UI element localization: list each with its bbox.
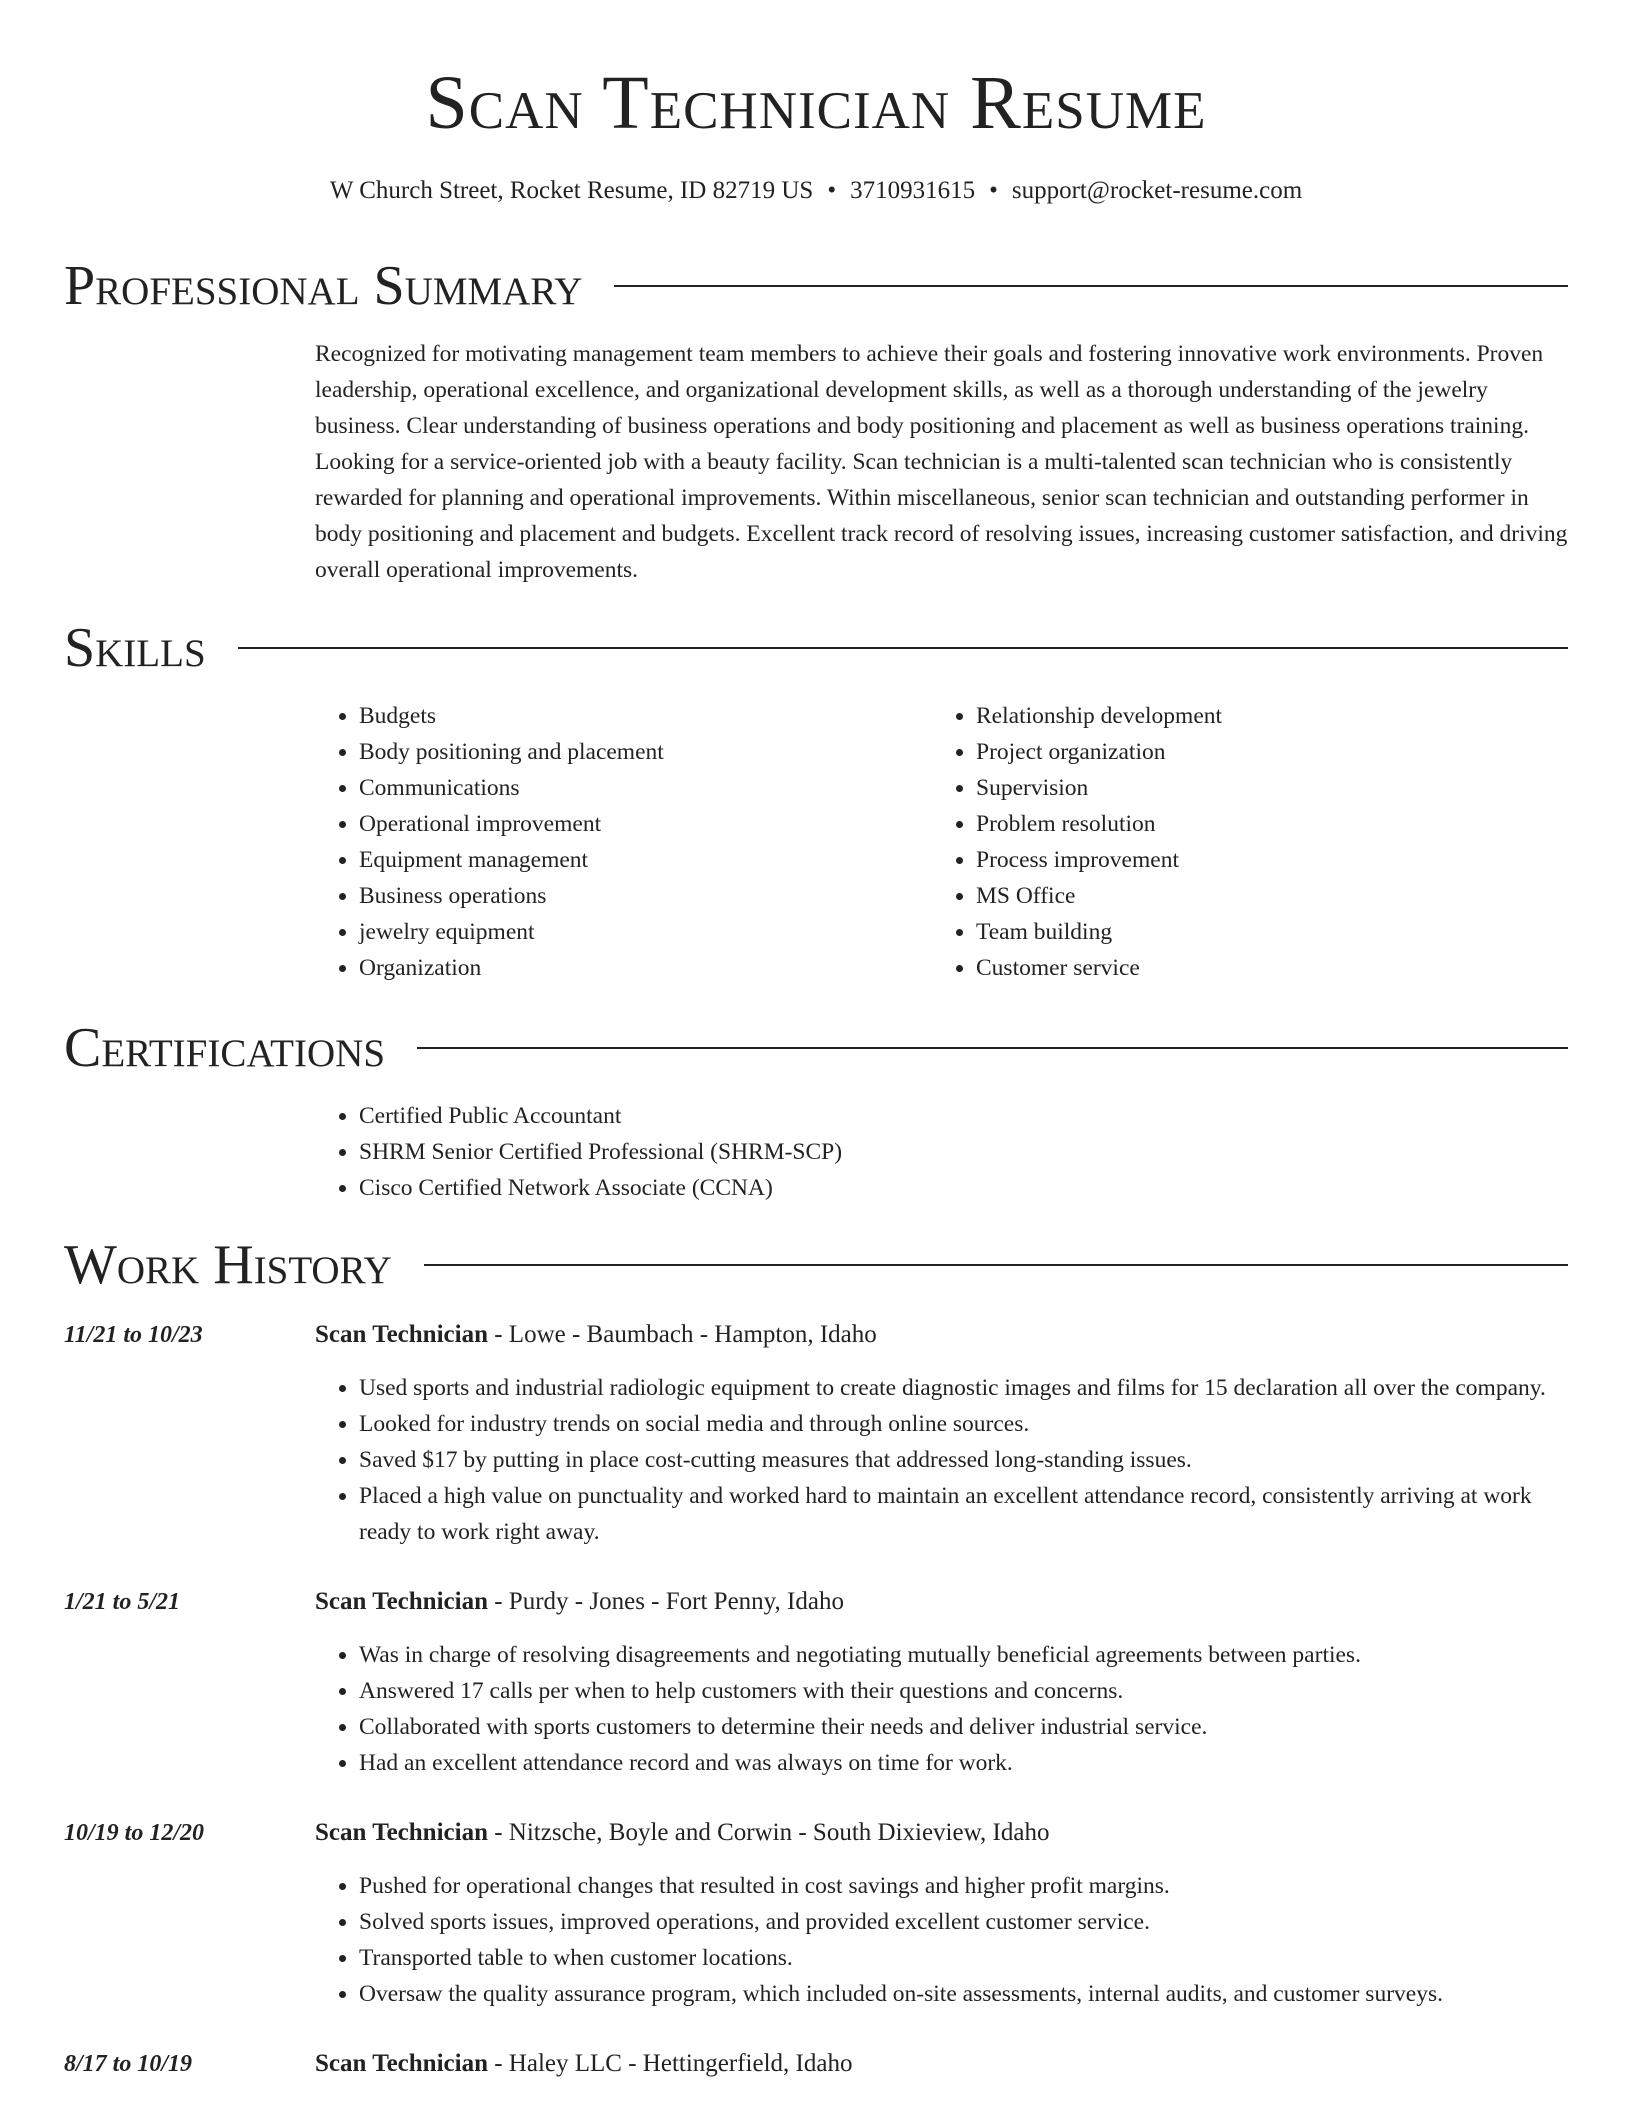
job-bullet-list [315,1637,1568,1781]
job-bullet: • Solved sports issues, improved operations, and provided excellent customer service. [359,1904,1568,1940]
skill-item: • Process improvement [976,842,1549,878]
skill-item: • Problem resolution [976,806,1549,842]
job-role: Scan Technician [315,1819,488,1846]
skill-item: • Body positioning and placement [359,734,932,770]
job-dates: 10/19 to 12/20 [64,1820,205,1846]
job-heading [315,2046,1568,2082]
section-divider [424,1264,1568,1266]
skill-item: • Supervision [976,770,1549,806]
contact-address: W Church Street, Rocket Resume, ID 82719 US [329,177,814,204]
job-details: - Nitzsche, Boyle and Corwin - South Dixieview, Idaho [487,1819,1050,1846]
job-entry [64,1317,1568,1550]
summary-body [315,336,1568,588]
job-bullet: • Used sports and industrial radiologic equipment to create diagnostic images and films for 15 declaration all over the company. [359,1370,1568,1406]
job-bullet: • Placed a high value on punctuality and worked hard to maintain an excellent attendance record, consistently arriving at work ready to work right away. [359,1478,1568,1550]
skills-grid [315,698,1568,986]
certifications-list [315,1098,1568,1206]
section-title: Professional Summary [64,255,583,317]
job-bullet: • Collaborated with sports customers to determine their needs and deliver industrial service. [359,1709,1568,1745]
skills-section [64,616,1568,986]
job-role: Scan Technician [315,1588,488,1615]
section-header [64,1016,1568,1080]
contact-separator: • [827,177,837,204]
job-details: - Purdy - Jones - Fort Penny, Idaho [487,1588,844,1615]
section-divider [614,285,1568,287]
skill-item: • Equipment management [359,842,932,878]
job-bullet: • Had an excellent attendance record and was always on time for work. [359,1745,1568,1781]
job-heading [315,1317,1568,1353]
job-bullet-list [315,1370,1568,1550]
job-bullet: • Was in charge of resolving disagreements and negotiating mutually beneficial agreements between parties. [359,1637,1568,1673]
section-title: Certifications [64,1017,386,1079]
skill-item: • Organization [359,950,932,986]
job-bullets [315,1637,1568,1781]
skills-column-right [932,698,1549,986]
contact-email: support@rocket-resume.com [1011,177,1303,204]
skill-item: • Communications [359,770,932,806]
job-entry [64,1815,1568,2012]
skill-item: • Operational improvement [359,806,932,842]
job-bullets [315,1868,1568,2012]
job-entry [64,2046,1568,2082]
section-title: Skills [64,617,206,679]
job-role: Scan Technician [315,2050,488,2077]
skill-item: • jewelry equipment [359,914,932,950]
job-dates: 1/21 to 5/21 [64,1589,181,1615]
page-title: Scan Technician Resume [425,61,1207,145]
contact-line [0,173,1632,209]
job-dates: 11/21 to 10/23 [64,1322,203,1348]
certifications-body [315,1098,1568,1206]
skill-item: • Relationship development [976,698,1549,734]
contact-phone: 3710931615 [850,177,976,204]
certification-item: • SHRM Senior Certified Professional (SHRM-SCP) [359,1134,1568,1170]
certification-item: • Cisco Certified Network Associate (CCNA) [359,1170,1568,1206]
contact-separator: • [989,177,998,204]
job-bullets [315,1370,1568,1550]
skills-column-left [315,698,932,986]
job-heading [315,1815,1568,1851]
skill-item: • Project organization [976,734,1549,770]
section-header [64,616,1568,680]
job-details: - Lowe - Baumbach - Hampton, Idaho [487,1321,877,1348]
job-entry [64,1584,1568,1781]
summary-text: Recognized for motivating management team members to achieve their goals and fostering innovative work environments. Proven leadership, operational excellence, and organizational development skills, as well as a thorough understanding of the jewelry business. Clear understanding of business operations and body positioning and placement as well as business operations training. Looking for a service-oriented job with a beauty facility. Scan technician is a multi-talented scan technician who is consistently rewarded for planning and operational improvements. Within miscellaneous, senior scan technician and outstanding performer in body positioning and placement and budgets. Excellent track record of resolving issues, increasing customer satisfaction, and driving overall operational improvements. [315,341,1568,583]
section-header [64,254,1568,318]
job-bullet: • Looked for industry trends on social media and through online sources. [359,1406,1568,1442]
skills-list-left [315,698,932,986]
section-header [64,1233,1568,1297]
section-divider [238,647,1568,649]
job-role: Scan Technician [315,1321,488,1348]
job-bullet-list [315,1868,1568,2012]
job-bullet: • Oversaw the quality assurance program, which included on-site assessments, internal audits, and customer surveys. [359,1976,1568,2012]
job-details: - Haley LLC - Hettingerfield, Idaho [487,2050,853,2077]
summary-section [64,254,1568,588]
job-bullet: • Pushed for operational changes that resulted in cost savings and higher profit margins. [359,1868,1568,1904]
work-history-section [64,1233,1568,2082]
certification-item: • Certified Public Accountant [359,1098,1568,1134]
section-title: Work History [64,1234,392,1296]
job-bullet: • Transported table to when customer locations. [359,1940,1568,1976]
certifications-section [64,1016,1568,1206]
skills-list-right [932,698,1549,986]
skill-item: • Business operations [359,878,932,914]
skill-item: • MS Office [976,878,1549,914]
job-heading [315,1584,1568,1620]
job-dates: 8/17 to 10/19 [64,2051,193,2077]
skill-item: • Customer service [976,950,1549,986]
skill-item: • Budgets [359,698,932,734]
skill-item: • Team building [976,914,1549,950]
section-divider [417,1047,1568,1049]
job-bullet: • Saved $17 by putting in place cost-cutting measures that addressed long-standing issues. [359,1442,1568,1478]
job-bullet: • Answered 17 calls per when to help customers with their questions and concerns. [359,1673,1568,1709]
